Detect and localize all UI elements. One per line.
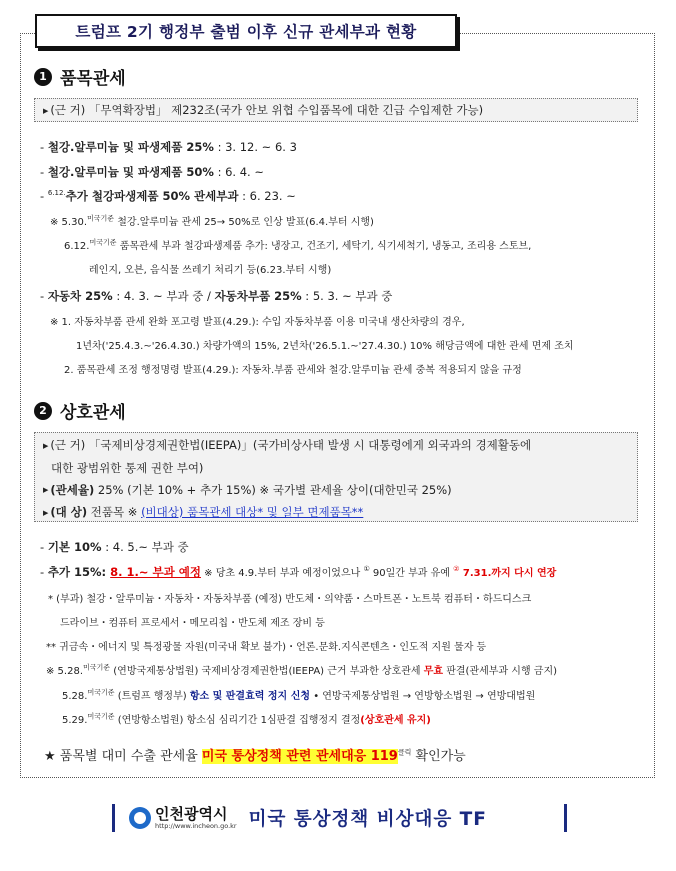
section2-title: 상호관세 (60, 403, 126, 423)
base-10-row: - 기본 10% : 4. 5.~ 부과 중 (40, 540, 189, 554)
section2-number: 2 (34, 402, 52, 420)
note-0612-cont: 레인지, 오븐, 음식물 쓰레기 처리기 등(6.23.부터 시행) (89, 265, 332, 276)
note-0530: ※ 5.30.$^{미국기준}$ 철강.알루미늄 관세 25→ 50%로 인상 발표(6.4.부터 시행) (50, 214, 374, 228)
additional-15-row: - 추가 15%: 8. 1.~ 부과 예정 ※ 당초 4.9.부터 부과 예정이었으나 ① 90일간 부과 유예 ② 7.31.까지 다시 연장 (40, 565, 557, 579)
exempt-items-link[interactable]: (비대상) 품목관세 대상* 및 일부 면제품목** (141, 505, 364, 519)
auto-note-1-cont: 1년차('25.4.3.~'26.4.30.) 차량가액의 15%, 2년차('26.5.1.~'27.4.30.) 10% 해당금액에 대한 관세 면제 조치 (76, 341, 574, 352)
applied-items-cont: 드라이브・컴퓨터 프로세서・메모리칩・반도체 제조 장비 등 (60, 618, 325, 629)
triangle-bullet-icon: ▶ (43, 486, 49, 494)
org-url: http://www.incheon.go.kr (155, 822, 237, 830)
org-name: 인천광역시 (155, 805, 228, 823)
steel-25-row: - 철강.알루미늄 및 파생제품 25% : 3. 12. ~ 6. 3 (40, 140, 297, 154)
derivative-label: 추가 철강파생제품 50% 관세부과 (65, 189, 239, 203)
footer-left-bar (112, 804, 115, 832)
section1-title: 품목관세 (60, 69, 126, 89)
footer (112, 802, 567, 834)
steel-50-date: : 6. 4. ~ (213, 165, 264, 179)
auto-note-1: ※ 1. 자동차부품 관세 완화 포고령 발표(4.29.): 수입 자동차부품 이용 미국내 생산차량의 경우, (50, 317, 465, 328)
derivative-row: - $^{6.12.}$추가 철강파생제품 50% 관세부과 : 6. 23. ~ (40, 189, 296, 203)
auto-row: - 자동차 25% : 4. 3. ~ 부과 중 / 자동차부품 25% : 5. 3. ~ 부과 중 (40, 289, 393, 303)
steel-25-date: : 3. 12. ~ 6. 3 (213, 140, 297, 154)
derivative-date: : 6. 23. ~ (238, 189, 296, 203)
section2-heading (34, 398, 126, 423)
appeal-0528: 5.28.$^{미국기준}$ (트럼프 행정부) 항소 및 판결효력 정지 신청 • 연방국제통상법원 → 연방항소법원 → 연방대법원 (62, 688, 536, 702)
triangle-bullet-icon: ▶ (43, 106, 49, 115)
footer-right-bar (564, 804, 567, 832)
exempt-items: ** 귀금속・에너지 및 특정광물 자원(미국내 확보 불가)・언론.문화.지식콘텐츠・인도적 지원 물자 등 (46, 642, 487, 653)
section1-number: 1 (34, 68, 52, 86)
section1-law-box (34, 98, 638, 122)
scheduled-date: 8. 1.~ 부과 예정 (110, 565, 201, 579)
law-text: 「무역확장법」 제232조(국가 안보 위협 수입품목에 대한 긴급 수입제한 가능) (88, 103, 484, 117)
incheon-logo-icon (129, 807, 151, 829)
page-title: 트럼프 2기 행정부 출범 이후 신규 관세부과 현황 (35, 14, 457, 48)
section1-heading (34, 64, 126, 89)
steel-50-label: 철강.알루미늄 및 파생제품 50% (47, 165, 214, 179)
tf-name: 미국 통상정책 비상대응 TF (248, 809, 487, 830)
steel-50-row: - 철강.알루미늄 및 파생제품 50% : 6. 4. ~ (40, 165, 264, 179)
court-0528: ※ 5.28.$^{미국기준}$ (연방국제통상법원) 국제비상경제권한법(IEEPA) 근거 부과한 상호관세 무효 판결(관세부과 시행 금지) (46, 663, 558, 677)
section2-law-box: ▶ (근 거) 「국제비상경제권한법(IEEPA)」(국가비상사태 발생 시 대통령에게 외국과의 경제활동에 대한 광범위한 통제 권한 부여) ▶ (관세율) 25% (기본 10% + 추가 15%) ※ 국가별 관세율 상이(대한민국 25%) ▶ (대 상) 전품목 ※ (비대상) 품목관세 대상* 및 일부 면제품목** (34, 432, 638, 522)
stay-0529: 5.29.$^{미국기준}$ (연방항소법원) 항소심 심리기간 1심판결 집행정지 결정(상호관세 유지) (62, 712, 431, 726)
auto-parts-label: 자동차부품 25% (214, 289, 302, 303)
note-0612: 6.12.$^{미국기준}$ 품목관세 부과 철강파생제품 추가: 냉장고, 건조기, 세탁기, 식기세척기, 냉동고, 조리용 스토브, (64, 238, 532, 252)
triangle-bullet-icon: ▶ (43, 441, 49, 450)
derivative-sup: 6.12. (47, 189, 66, 198)
triangle-bullet-icon: ▶ (43, 508, 49, 517)
star-line: ★ 품목별 대미 수출 관세율 미국 통상정책 관련 관세대응 $119^{클릭}$ 확인가능 (44, 748, 466, 764)
law-prefix: (근 거) (50, 103, 89, 117)
incheon-logo (129, 806, 237, 830)
auto-note-2: 2. 품목관세 조정 행정명령 발표(4.29.): 자동차.부품 관세와 철강.알루미늄 관세 중복 적용되지 않을 규정 (64, 365, 522, 376)
tariff-119-link[interactable]: 미국 통상정책 관련 관세대응 119 (201, 749, 398, 764)
steel-25-label: 철강.알루미늄 및 파생제품 25% (47, 140, 214, 154)
applied-items: * (부과) 철강・알루미늄・자동차・자동차부품 (예정) 반도체・의약품・스마트폰・노트북 컴퓨터・하드디스크 (48, 594, 532, 605)
star-icon: ★ (44, 749, 56, 764)
auto-label: 자동차 25% (47, 289, 113, 303)
